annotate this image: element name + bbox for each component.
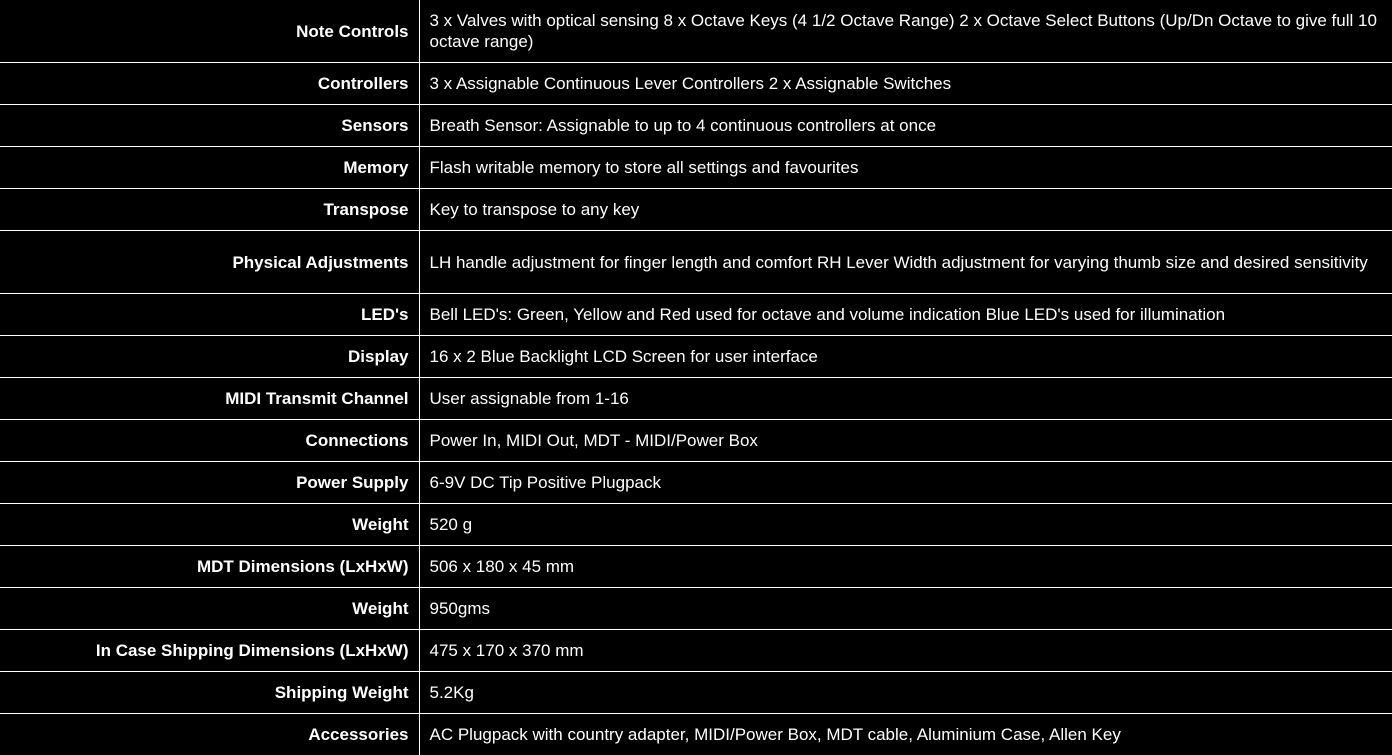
table-row — [0, 504, 1392, 546]
table-row — [0, 462, 1392, 504]
spec-value: Key to transpose to any key — [419, 189, 1392, 231]
spec-value: Bell LED's: Green, Yellow and Red used for octave and volume indication Blue LED's used for illumination — [419, 294, 1392, 336]
table-row — [0, 0, 1392, 63]
table-row — [0, 630, 1392, 672]
spec-value: Breath Sensor: Assignable to up to 4 continuous controllers at once — [419, 105, 1392, 147]
spec-label: MDT Dimensions (LxHxW) — [0, 546, 419, 588]
spec-label: Shipping Weight — [0, 672, 419, 714]
table-row — [0, 147, 1392, 189]
spec-value: LH handle adjustment for finger length and comfort RH Lever Width adjustment for varying thumb size and desired sensitivity — [419, 231, 1392, 294]
table-row — [0, 63, 1392, 105]
spec-value: Flash writable memory to store all settings and favourites — [419, 147, 1392, 189]
spec-value: 6-9V DC Tip Positive Plugpack — [419, 462, 1392, 504]
spec-value: 3 x Assignable Continuous Lever Controllers 2 x Assignable Switches — [419, 63, 1392, 105]
table-row — [0, 378, 1392, 420]
table-row — [0, 546, 1392, 588]
spec-label: LED's — [0, 294, 419, 336]
spec-value: 3 x Valves with optical sensing 8 x Octave Keys (4 1/2 Octave Range) 2 x Octave Select Buttons (Up/Dn Octave to give full 10 octave range) — [419, 0, 1392, 63]
spec-value: 5.2Kg — [419, 672, 1392, 714]
spec-value: Power In, MIDI Out, MDT - MIDI/Power Box — [419, 420, 1392, 462]
table-row — [0, 231, 1392, 294]
table-row — [0, 672, 1392, 714]
table-row — [0, 294, 1392, 336]
table-row — [0, 714, 1392, 755]
spec-value: 950gms — [419, 588, 1392, 630]
spec-value: AC Plugpack with country adapter, MIDI/Power Box, MDT cable, Aluminium Case, Allen Key — [419, 714, 1392, 755]
table-row — [0, 189, 1392, 231]
spec-label: Connections — [0, 420, 419, 462]
table-row — [0, 588, 1392, 630]
spec-value: User assignable from 1-16 — [419, 378, 1392, 420]
spec-label: Transpose — [0, 189, 419, 231]
spec-label: Memory — [0, 147, 419, 189]
spec-value: 520 g — [419, 504, 1392, 546]
spec-label: Physical Adjustments — [0, 231, 419, 294]
spec-label: Display — [0, 336, 419, 378]
spec-label: Weight — [0, 588, 419, 630]
spec-label: Weight — [0, 504, 419, 546]
table-row — [0, 336, 1392, 378]
spec-label: Accessories — [0, 714, 419, 755]
spec-label: Controllers — [0, 63, 419, 105]
table-row — [0, 420, 1392, 462]
spec-value: 475 x 170 x 370 mm — [419, 630, 1392, 672]
table-row — [0, 105, 1392, 147]
spec-label: MIDI Transmit Channel — [0, 378, 419, 420]
spec-label: Note Controls — [0, 0, 419, 63]
spec-label: Sensors — [0, 105, 419, 147]
spec-label: In Case Shipping Dimensions (LxHxW) — [0, 630, 419, 672]
spec-value: 16 x 2 Blue Backlight LCD Screen for user interface — [419, 336, 1392, 378]
spec-label: Power Supply — [0, 462, 419, 504]
spec-value: 506 x 180 x 45 mm — [419, 546, 1392, 588]
